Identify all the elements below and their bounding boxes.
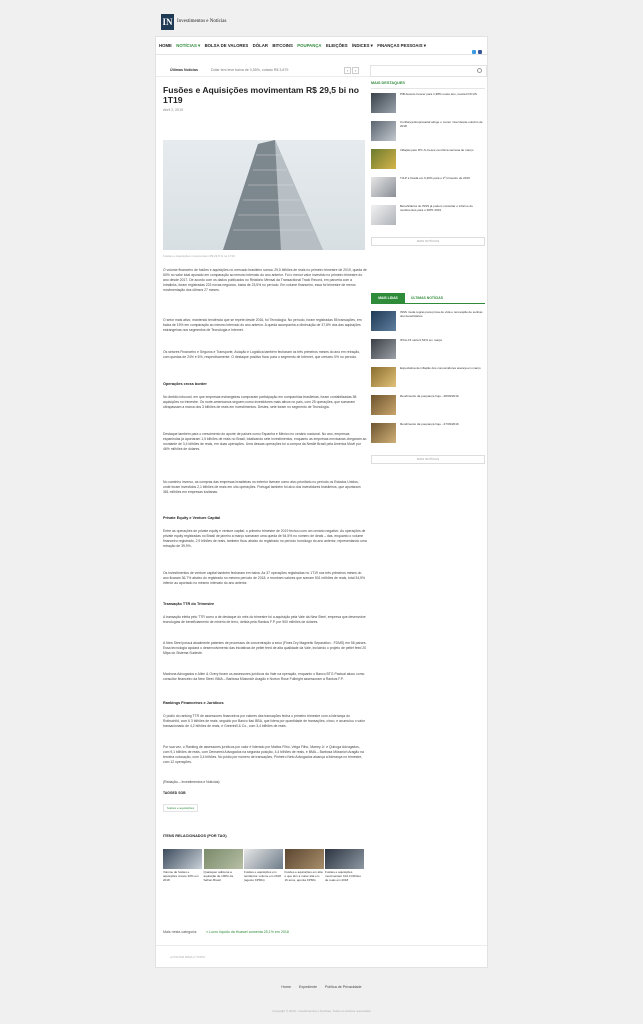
- article-paragraph: No âmbito inbound, em que empresas estrangeiras compraram participação em companhias brasileiras, foram contabilizadas 58 aquisições no trimestre. Os norte-americanos seguem como investidores mais ativos no país, com 25 operações, que somaram ultrapassam a marca dos 3 bilhões de reais em investimentos. Destes, sete foram no segmento de Tecnologia.: [163, 395, 357, 410]
- featured-item[interactable]: [371, 93, 485, 113]
- tags-label: TAGGED SOB: [163, 791, 186, 795]
- related-items-label: ITENS RELACIONADOS (POR TAG): [163, 834, 227, 838]
- more-news-button[interactable]: MAIS NOTÍCIAS: [371, 455, 485, 464]
- nav-dolar[interactable]: DÓLAR: [252, 43, 268, 48]
- more-in-category-label: Mais nesta categoria:: [163, 930, 198, 934]
- featured-thumbnail[interactable]: [371, 149, 396, 169]
- related-item-thumbnail[interactable]: [163, 849, 202, 869]
- article-title: Fusões e Aquisições movimentam R$ 29,5 bi no 1T19: [163, 85, 359, 105]
- nav-noticias[interactable]: NOTÍCIAS ▾: [176, 42, 201, 48]
- search-icon[interactable]: [477, 68, 482, 73]
- main-nav: [156, 37, 487, 55]
- nav-home[interactable]: HOME: [159, 43, 172, 48]
- featured-thumbnail[interactable]: [371, 205, 396, 225]
- section-heading: Private Equity e Venture Capital: [163, 516, 221, 520]
- ticker-controls: [344, 67, 359, 74]
- featured-title[interactable]: PIB deverá crescer para 1,98% neste ano, revela FOCUS: [400, 92, 477, 96]
- article-paragraph: A transação eleita pelo TTR como a de destaque do mês do trimestre foi a aquisição pela Vale da New Steel, empresa que desenvolve tecnologias de beneficiamento de minério de ferro, detida pela Rankos F.P. por 500 milhões de dólares.: [163, 615, 366, 625]
- related-item-title[interactable]: Fusões e aquisições em tendência: volume em 2018 (agosto KPMG): [244, 870, 281, 882]
- article-paragraph: (Redação – Investimentos e Notícias): [163, 780, 220, 784]
- nav-poupanca[interactable]: POUPANÇA: [297, 43, 322, 48]
- featured-item[interactable]: [371, 149, 485, 169]
- footer-link-home[interactable]: Home: [281, 985, 292, 989]
- featured-title[interactable]: TJLP é fixada em 6,26% para o 2º trimestre de 2019: [400, 176, 470, 180]
- section-heading: Rankings Financeiros e Jurídicos: [163, 701, 224, 705]
- featured-item[interactable]: [371, 177, 485, 197]
- featured-title[interactable]: Inflação pelo IPC-S cresce na última semana de março: [400, 148, 474, 152]
- article-paragraph: Os investimentos de venture capital também fecharam em baixa. As 37 operações registradas no 1T19 nos três primeiros meses do ano ficaram 36,7% abaixo do registrado no mesmo período de 2018, e reuniram valores que somam 501 milhões de reais, total 34,5% inferior ao aportado no mesmo intervalo do ano anterior.: [163, 571, 366, 586]
- nav-bitcoins[interactable]: BITCOINS: [272, 43, 293, 48]
- most-read-item[interactable]: [371, 423, 485, 443]
- article-paragraph: O volume financeiro de fusões e aquisições no mercado brasileiro somou 29,5 bilhões de reais no primeiro trimestre de 2019, queda de 60% no valor total apurado em comparação ao mesmo intervalo do ano anterior. Foi o menor valor investido no primeiro trimestre do ano desde 2017. De acordo com os dados publicados no Relatório Mensal da Transactional Track Record, em parceria com a Intralinks, foram registradas 223 novas negócios, baixa de 23,5% no período. Em volume financeiro, essa foi trimestre de menor movimentação dos últimos 27 meses.: [163, 268, 367, 293]
- most-read-thumbnail[interactable]: [371, 311, 396, 331]
- most-read-item[interactable]: [371, 395, 485, 415]
- image-caption: Fusões e Aquisições movimentam R$ 29,5 bi no 1T19: [163, 254, 235, 258]
- article-paragraph: Destaque também para o crescimento do aporte de países como Espanha e México no cenário nacional. No ano, empresas espanholas já aportaram 1,5 bilhões de reais no Brasil, totalizando sete investimentos, enquanto as empresas mexicanas chegaram ao montante de 3,4 bilhões de reais, em duas operações. Uma dessas operações foi a compra da Nestlé Brasil pela América Móvil por 46% milhões de dólares.: [163, 432, 367, 452]
- article-paragraph: Entre as operações de private equity e venture capital, o primeiro trimestre de 2019 fechou com um cenário negativo. As operações de private equity registradas no Brasil de janeiro a março somaram uma queda de 54,5% no número de deals – das, enquanto o volume financeiro registrado, 2,9 bilhões de reais, também ficou abaixo do registrado no período homólogo do ano anterior, representando uma retração de 39,9%.: [163, 529, 367, 549]
- section-heading: Operações cross border: [163, 382, 207, 386]
- nav-bolsa[interactable]: BOLSA DE VALORES: [204, 43, 249, 48]
- tab-latest-news[interactable]: ÚLTIMAS NOTÍCIAS: [411, 296, 443, 300]
- main-container: [155, 36, 488, 968]
- skyscraper-photo: [163, 140, 365, 250]
- related-item-thumbnail[interactable]: [204, 849, 243, 869]
- related-item-thumbnail[interactable]: [244, 849, 283, 869]
- twitter-icon[interactable]: [472, 50, 476, 54]
- featured-title[interactable]: Beneficiários do INSS já podem consultar o informe de rendimentos para o IRPF 2019: [400, 204, 473, 212]
- most-read-thumbnail[interactable]: [371, 339, 396, 359]
- related-item[interactable]: [204, 849, 243, 882]
- featured-item[interactable]: [371, 205, 485, 225]
- more-news-button[interactable]: MAIS NOTÍCIAS: [371, 237, 485, 246]
- related-item[interactable]: [285, 849, 324, 882]
- facebook-icon[interactable]: [478, 50, 482, 54]
- article-paragraph: Madrona Advogados e Allen & Overy foram os assessores jurídicos da Vale na operação, enquanto o Banco BTG Pactual atuou como consultor financeiro da New Steel. BMA – Barbosa Müssnich Aragão e Norton Rose Fulbright assessoram a Rankos F.P.: [163, 672, 365, 682]
- most-read-thumbnail[interactable]: [371, 423, 396, 443]
- social-links: [472, 50, 482, 54]
- most-read-item[interactable]: [371, 311, 485, 331]
- article-paragraph: O pódio do ranking TTR de assessores financeiros por valores das transações fecha o primeiro trimestre com a liderança do Rothschild, com 6 3 bilhões de reais, seguido por Banco Itaú BBA, que lidera por quantidade de transações, cinco, e acumulou o valor transacionado de 4,2 bilhões de reais, e Greenhill & Co., com 3,4 bilhões de reais.: [163, 714, 365, 729]
- most-read-thumbnail[interactable]: [371, 395, 396, 415]
- most-read-item[interactable]: [371, 367, 485, 387]
- most-read-title[interactable]: Expectativa de inflação dos consumidores avança em março: [400, 366, 481, 370]
- related-item-thumbnail[interactable]: [325, 849, 364, 869]
- article-paragraph: O setor mais ativo, mantendo tendência que se repete desde 2016, foi Tecnologia. No período, foram registradas 55 transações, em baixa de 15% em comparação ao mesmo intervalo do ano anterior. A queda acompanha a diminuição de 37,8% dos das aquisições estrangeiras nos segmentos de Tecnologia e Internet.: [163, 318, 362, 333]
- footer-links: [0, 985, 643, 989]
- featured-title[interactable]: Confiança Empresarial atinge o menor nível desde outubro de 2018: [400, 120, 483, 128]
- logo-name: Investimentos e Notícias: [177, 19, 227, 25]
- ticker-label: Últimas Notícias: [170, 68, 198, 72]
- related-item[interactable]: [325, 849, 364, 882]
- related-item-title[interactable]: Fusões e aquisições em alta e que têm a maior alta em 16 anos, aponta KPMG: [284, 870, 323, 882]
- footer-link-privacy[interactable]: Política de Privacidade: [325, 985, 362, 989]
- most-read-title[interactable]: IPCA-15 varia 0,54% em março: [400, 338, 443, 342]
- nav-indices[interactable]: ÍNDICES ▾: [352, 42, 373, 48]
- tag-link[interactable]: fusões e aquisições: [163, 804, 198, 812]
- related-item[interactable]: [244, 849, 283, 882]
- related-items-grid: [163, 849, 364, 882]
- article-paragraph: No caminho inverso, as compras das empresas brasileiras no exterior tiveram como alvo prioritário no período os Estados Unidos, onde foram investidos 2,1 bilhões de reais em oito operações. Portugal também foi alvo dos investidores brasileiros, que aportaram 381 milhões em empresas lusitanas.: [163, 480, 361, 495]
- more-in-category: [163, 930, 289, 934]
- featured-thumbnail[interactable]: [371, 121, 396, 141]
- article-date: Abril 2, 2019: [163, 108, 184, 112]
- related-item-title[interactable]: Quaisquer adiciona a aquisição de 100% da Safran Brasil: [203, 870, 234, 882]
- related-item-title[interactable]: Volume de fusões e aquisições cresce 20% em 2018: [163, 870, 199, 882]
- nav-financas[interactable]: FINANÇAS PESSOAIS ▾: [377, 42, 426, 48]
- featured-item[interactable]: [371, 121, 485, 141]
- copyright: Copyright © 2019 - Investimentos e Notícias. Todos os direitos reservados: [272, 1009, 371, 1013]
- featured-thumbnail[interactable]: [371, 93, 396, 113]
- article-paragraph: Por sua vez, o Ranking de assessores jurídicos por valor é liderado por Mattos Filho, Veiga Filho, Marrey Jr. e Quiroga Advogados, com 9,1 bilhões de reais, com Demarest Advogados na segunda posição, 4,4 bilhões de reais, e BMA – Barbosa Müssnich Aragão na terceira colocação, com 3,4 bilhões. No pódio por número de transações, Pinheiro Neto Advogados alcança a liderança no trimestre, com 12 operações.: [163, 745, 364, 765]
- most-read-title[interactable]: Rendimento da poupança hoje - 28/03/2019: [400, 394, 459, 398]
- article-hero-image: [163, 140, 365, 250]
- site-logo[interactable]: [161, 14, 227, 30]
- article-paragraph: Os setores Financeiro e Seguros e Transporte, Aviação e Logística também fecharam os três primeiros meses do ano em retração, com quedas de 24% e 6%, respectivamente. O destaque positivo ficou para o segmento de Internet, que cresceu 0% no período.: [163, 350, 361, 360]
- back-to-top-link[interactable]: ◂ VOLTAR PARA O TOPO: [170, 955, 205, 959]
- nav-eleicoes[interactable]: ELEIÇÕES: [325, 43, 348, 48]
- chevron-left-icon[interactable]: ‹: [344, 67, 351, 74]
- more-in-category-link[interactable]: « Lucro líquido da Huawei aumenta 25,1% em 2018: [206, 930, 289, 934]
- logo-mark: IN: [161, 14, 174, 30]
- most-read-item[interactable]: [371, 339, 485, 359]
- ticker-headline[interactable]: Dólar tem leve baixa de 0,55%, cotado R$ 3,879: [211, 68, 289, 72]
- article-paragraph: A New Steel possui atualmente patentes de processos de concentração a seco (Fines Dry Magnetic Separation - FDMS) em 56 países. Essa tecnologia apoiará o desenvolvimento das iniciativas de pellet feed de alta qualidade da Vale, incluindo o projeto de pellet feed 20 Mtpa do Sistema Sudeste.: [163, 641, 367, 656]
- related-item[interactable]: [163, 849, 202, 882]
- back-to-top-bar: [156, 945, 487, 967]
- most-read-title[interactable]: INSS muda regras para prova de vida e renovação de senhas dos beneficiários: [400, 310, 483, 318]
- search-input[interactable]: [370, 65, 487, 77]
- featured-thumbnail[interactable]: [371, 177, 396, 197]
- featured-divider: [371, 88, 485, 89]
- most-read-thumbnail[interactable]: [371, 367, 396, 387]
- most-read-title[interactable]: Rendimento da poupança hoje - 27/03/2019: [400, 422, 459, 426]
- featured-heading: MAIS DESTAQUES: [371, 81, 405, 85]
- section-heading: Transação TTR do Trimestre: [163, 602, 215, 606]
- sidebar-tabs: [371, 293, 485, 304]
- related-item-title[interactable]: Fusões e aquisições movimentam 102,4 bilhões de reais em 2018: [325, 870, 361, 882]
- related-item-thumbnail[interactable]: [285, 849, 324, 869]
- tab-most-read[interactable]: MAIS LIDAS: [371, 293, 405, 304]
- footer-link-expediente[interactable]: Expediente: [299, 985, 317, 989]
- chevron-right-icon[interactable]: ›: [352, 67, 359, 74]
